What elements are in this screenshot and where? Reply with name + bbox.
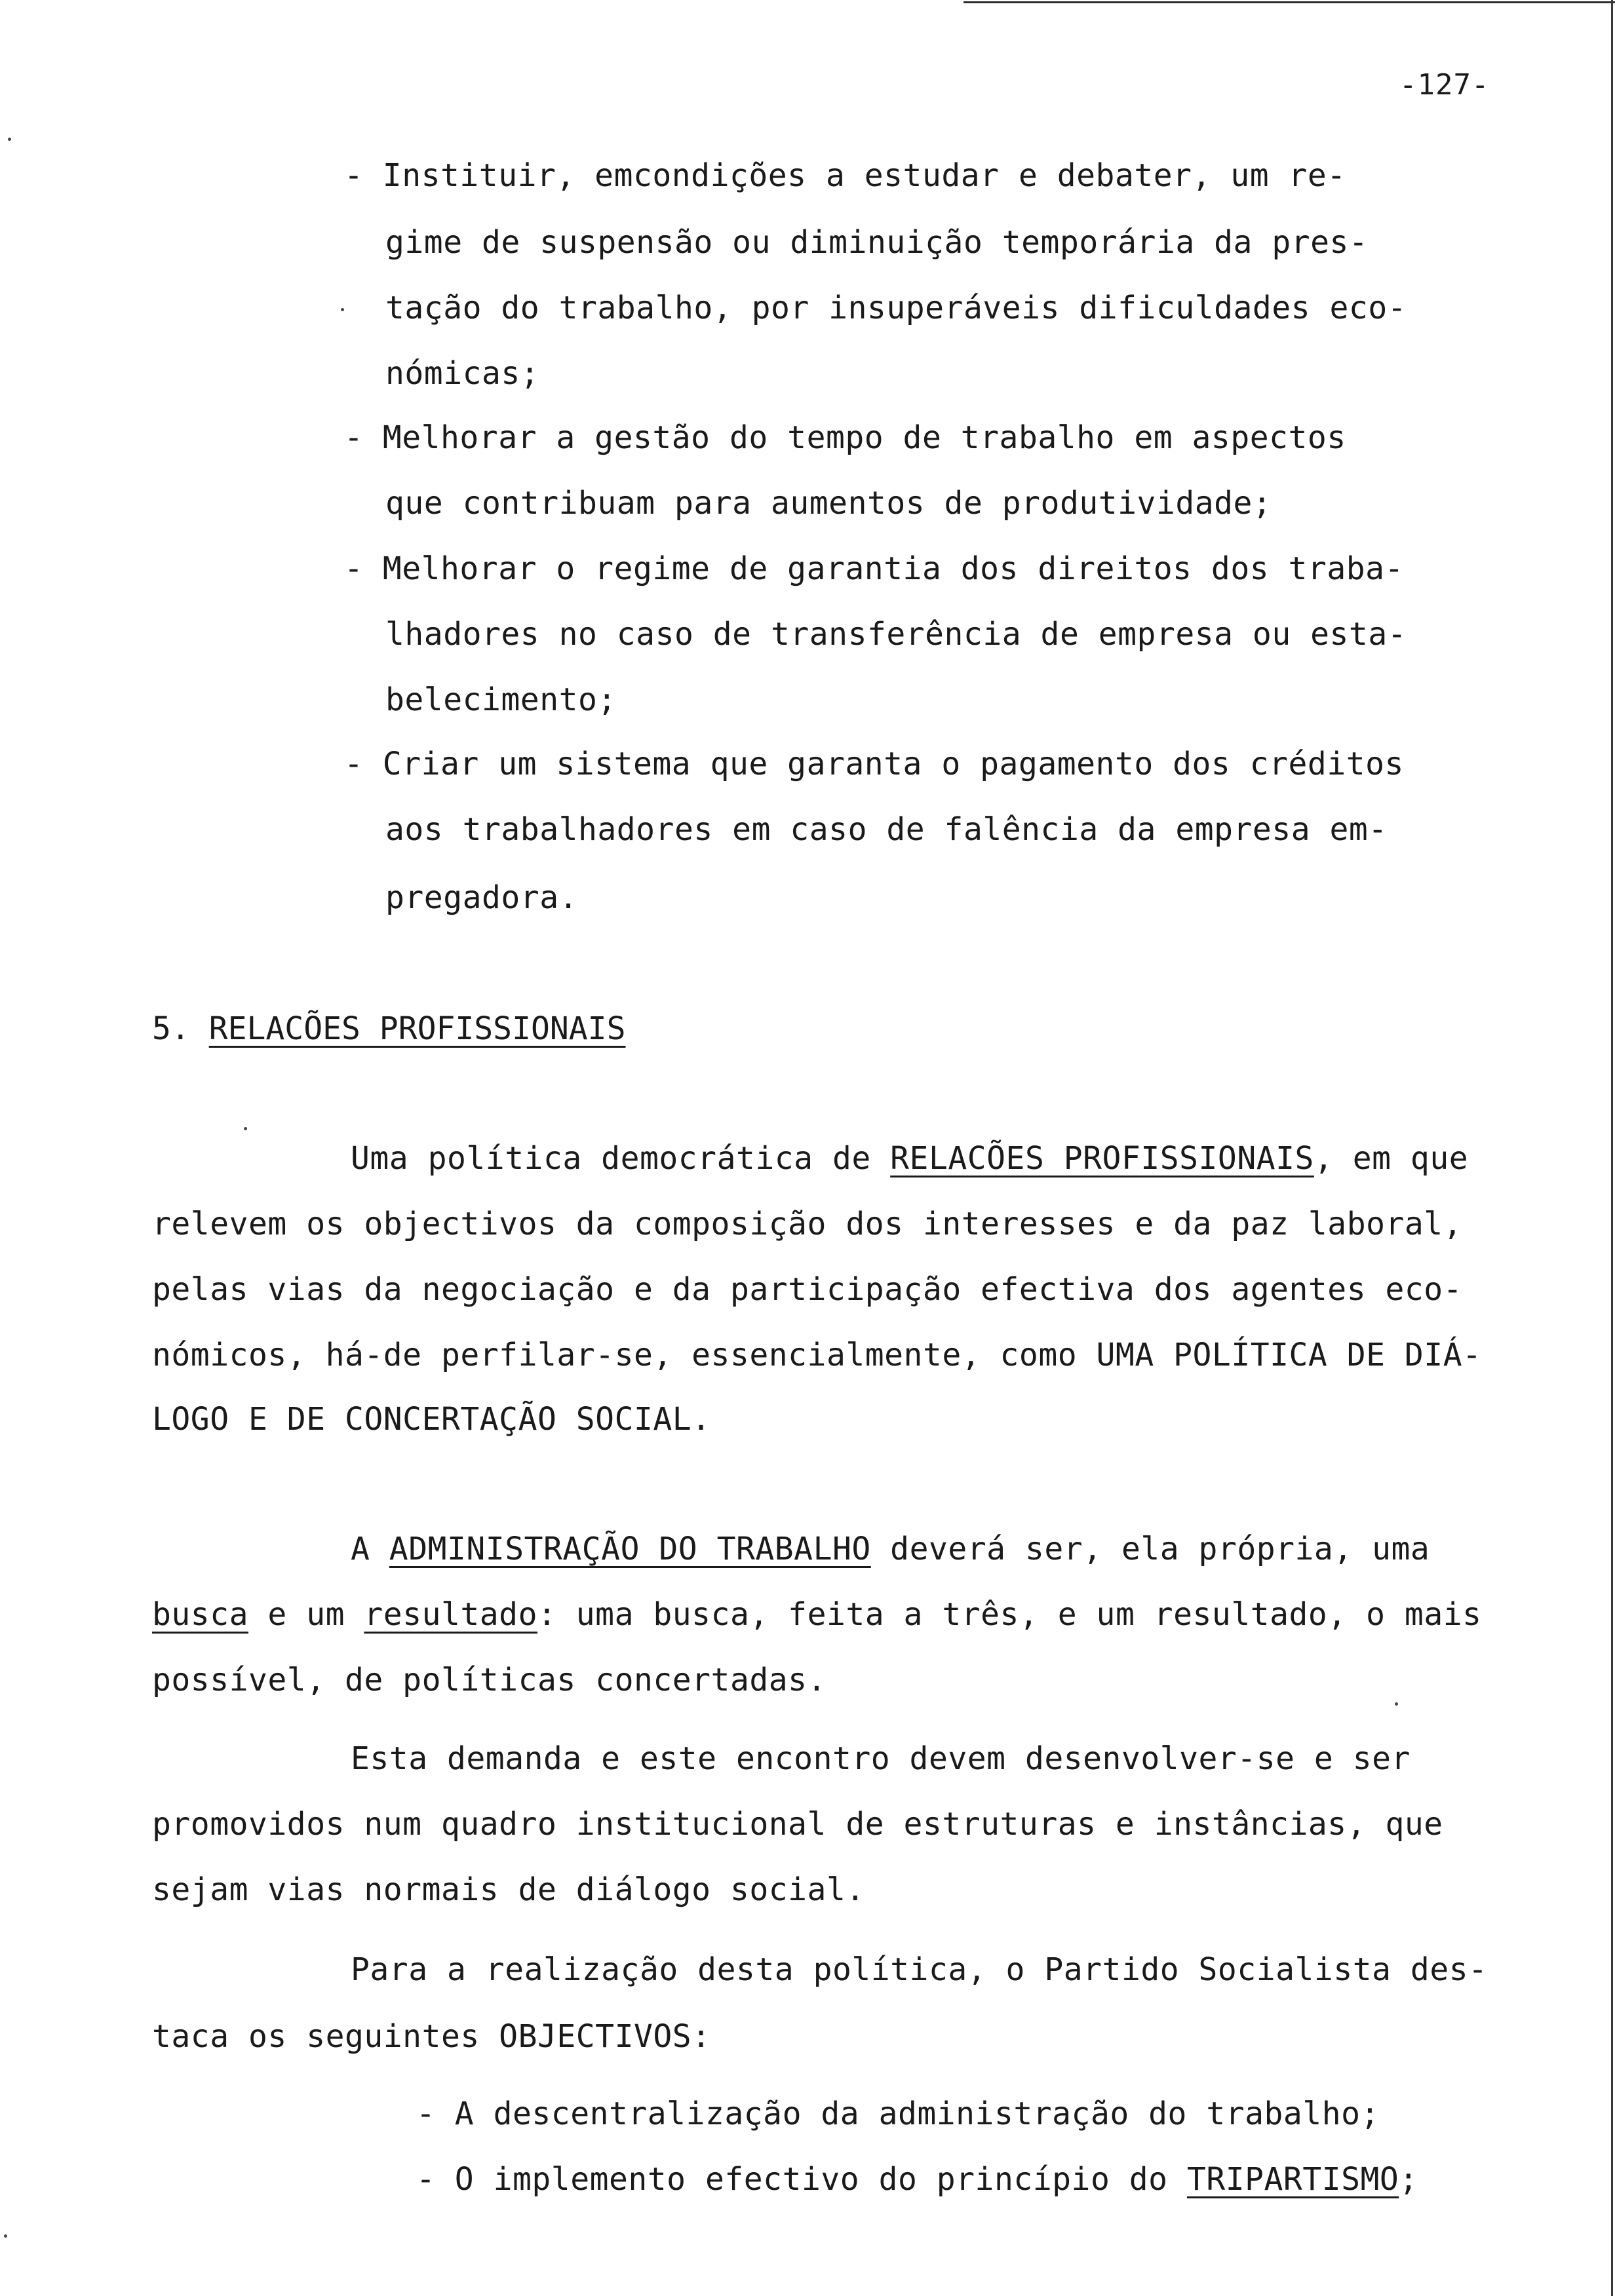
para-2-line-3: possível, de políticas concertadas.	[152, 1662, 827, 1698]
para-1-line-4: nómicos, há-de perfilar-se, essencialmente, como UMA POLÍTICA DE DIÁ-	[152, 1337, 1482, 1373]
objective-2-text-a: - O implemento efectivo do princípio do	[416, 2161, 1187, 2198]
bullet-1-line-1: - Instituir, emcondições a estudar e debater, um re-	[344, 157, 1346, 194]
bullet-1-line-3: tação do trabalho, por insuperáveis dificuldades eco-	[385, 290, 1407, 326]
bullet-1-line-2: gime de suspensão ou diminuição temporária da pres-	[385, 224, 1369, 261]
para-3-line-2: promovidos num quadro institucional de estruturas e instâncias, que	[152, 1806, 1443, 1843]
para-2-line-2	[152, 1595, 1482, 1634]
objective-2-text-c: ;	[1399, 2161, 1418, 2198]
para-1-line-5: LOGO E DE CONCERTAÇÃO SOCIAL.	[152, 1401, 711, 1438]
para-4-line-1: Para a realização desta política, o Partido Socialista des-	[351, 1951, 1488, 1988]
section-number: 5.	[152, 1010, 190, 1047]
bullet-3-line-3: belecimento;	[385, 681, 617, 718]
para-1-text-c: , em que	[1313, 1140, 1469, 1177]
top-edge-rule	[963, 1, 1615, 3]
para-2-text-d: : uma busca, feita a três, e um resultado, o mais	[537, 1596, 1482, 1633]
para-4-line-2: taca os seguintes OBJECTIVOS:	[152, 2018, 711, 2055]
para-2-underlined-term: ADMINISTRAÇÃO DO TRABALHO	[389, 1531, 871, 1567]
bullet-3-line-1: - Melhorar o regime de garantia dos direitos dos traba-	[344, 550, 1404, 587]
objective-2-underlined-term: TRIPARTISMO	[1186, 2161, 1399, 2198]
scan-speck	[1395, 1702, 1398, 1706]
para-1-underlined-term: RELACÕES PROFISSIONAIS	[890, 1140, 1314, 1177]
scan-speck	[4, 2234, 7, 2238]
page-number: -127-	[1399, 68, 1490, 102]
para-1-text-a: Uma política democrática de	[351, 1140, 891, 1177]
para-2-line-1	[351, 1529, 1430, 1569]
para-2-text-c: deverá ser, ela própria, uma	[870, 1531, 1430, 1567]
para-1-line-3: pelas vias da negociação e da participação efectiva dos agentes eco-	[152, 1271, 1463, 1308]
bullet-2-line-1: - Melhorar a gestão do tempo de trabalho em aspectos	[344, 419, 1346, 456]
bullet-4-line-2: aos trabalhadores em caso de falência da empresa em-	[385, 811, 1388, 848]
bullet-2-line-2: que contribuam para aumentos de produtividade;	[385, 485, 1272, 522]
bullet-1-line-4: nómicas;	[385, 355, 540, 392]
bullet-3-line-2: lhadores no caso de transferência de empresa ou esta-	[385, 616, 1407, 653]
scan-speck	[8, 138, 11, 141]
objective-2	[416, 2160, 1418, 2199]
section-title: RELACÕES PROFISSIONAIS	[208, 1010, 626, 1047]
para-3-line-3: sejam vias normais de diálogo social.	[152, 1871, 865, 1908]
section-heading	[152, 1009, 625, 1048]
bullet-4-line-3: pregadora.	[385, 879, 578, 916]
para-2-text-b: e um	[248, 1596, 364, 1633]
para-3-line-1: Esta demanda e este encontro devem desenvolver-se e ser	[351, 1740, 1411, 1777]
para-1-line-1	[351, 1139, 1468, 1178]
para-2-text-a: A	[351, 1531, 389, 1567]
scan-speck	[341, 308, 344, 311]
para-2-underlined-resultado: resultado	[364, 1596, 537, 1633]
scan-speck	[244, 1127, 247, 1130]
right-edge-rule	[1611, 0, 1613, 2296]
bullet-4-line-1: - Criar um sistema que garanta o pagamento dos créditos	[344, 746, 1404, 782]
para-1-line-2: relevem os objectivos da composição dos interesses e da paz laboral,	[152, 1206, 1463, 1242]
para-2-underlined-busca: busca	[152, 1596, 248, 1633]
objective-1: - A descentralização da administração do trabalho;	[416, 2095, 1380, 2132]
